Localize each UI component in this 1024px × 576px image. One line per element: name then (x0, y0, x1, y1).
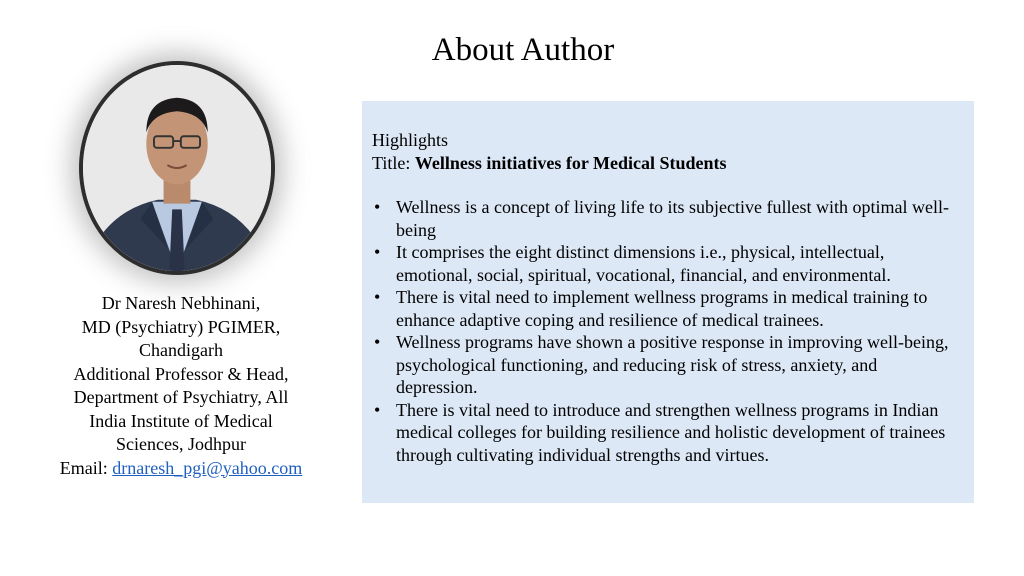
bullet-text: Wellness is a concept of living life to its subjective fullest with optimal well-being (396, 197, 949, 240)
list-item (372, 286, 960, 331)
bullet-icon: • (374, 399, 381, 420)
author-portrait-image (83, 65, 271, 271)
page-title: About Author (431, 32, 615, 68)
highlights-bullet-list (372, 196, 960, 466)
email-link[interactable]: drnaresh_pgi@yahoo.com (112, 457, 303, 478)
highlights-panel (362, 101, 974, 503)
bullet-icon: • (374, 197, 381, 217)
list-item (372, 241, 960, 286)
author-degree-city: Chandigarh (139, 340, 223, 360)
bullet-icon: • (374, 287, 381, 307)
bullet-text: It comprises the eight distinct dimensions i.e., physical, intellectual, emotional, social, spiritual, vocational, financial, and environmental. (396, 242, 891, 285)
highlights-title-row (372, 152, 960, 175)
author-email-row (40, 457, 322, 481)
bullet-text: There is vital need to implement wellness programs in medical training to enhance adaptive coping and resilience of medical trainees. (396, 287, 928, 330)
list-item (372, 331, 960, 399)
author-institute: India Institute of Medical (89, 410, 273, 431)
author-degree: MD (Psychiatry) PGIMER, (81, 316, 281, 337)
bullet-text: Wellness programs have shown a positive response in improving well-being, psychological functioning, and reducing risk of stress, anxiety, and depression. (396, 332, 949, 397)
author-department: Department of Psychiatry, All (73, 387, 289, 407)
author-details (40, 292, 322, 480)
highlights-heading: Highlights (372, 130, 449, 150)
author-photo (79, 61, 275, 275)
author-name: Dr Naresh Nebhinani, (101, 293, 261, 313)
list-item (372, 399, 960, 467)
email-label: Email: (59, 457, 113, 478)
bullet-icon: • (374, 332, 381, 352)
list-item (372, 196, 960, 241)
bullet-icon: • (374, 242, 381, 262)
bullet-text: There is vital need to introduce and strengthen wellness programs in Indian medical colleges for building resilience and holistic development of trainees through cultivating individual strengths and virtues. (396, 399, 946, 465)
author-institute-city: Sciences, Jodhpur (116, 434, 246, 454)
author-position: Additional Professor & Head, (73, 363, 289, 384)
highlights-title-label: Title: (372, 152, 415, 173)
highlights-title-value: Wellness initiatives for Medical Students (414, 152, 727, 173)
